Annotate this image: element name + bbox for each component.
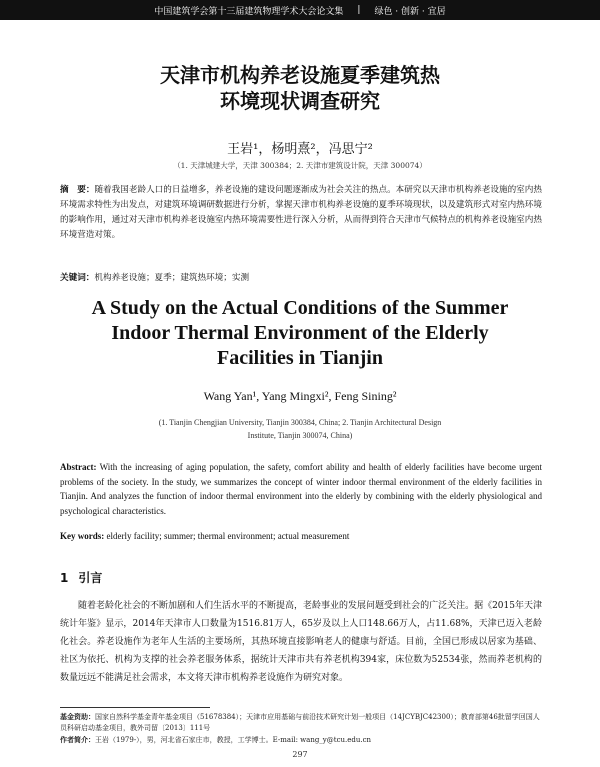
body-paragraph: 随着老龄化社会的不断加剧和人们生活水平的不断提高，老龄事业的发展问题受到社会的广泛关注。据《2015年天津统计年鉴》显示，2014年天津市人口数量为1516.81万人，65岁及以上人口148.66万人，占11.68%，天津已迈入老龄化社会。养老设施作为老年人生活的主要场所，其热环境直接影响老人的健康与舒适。目前，全国已形成以居家为基础、社区为依托、机构为支撑的社会养老服务体系，据统计天津市共有养老机构394家，床位数为52534张，然而养老机构的数量远远不能满足社会需求，本文将天津市机构养老设施作为研究对象。 bbox=[60, 601, 542, 683]
english-keywords-label: Key words: bbox=[60, 531, 105, 541]
chinese-keywords bbox=[60, 271, 542, 283]
footnote-author-label: 作者简介： bbox=[60, 735, 95, 744]
english-abstract-text: With the increasing of aging population, the safety, comfort ability and health of elderly facilities have become urgent problems of the society. In the study, we summarizes the concept of winter indoor thermal environment of the elderly facilities in Tianjin. And analyzes the function of indoor thermal environment into the elderly by combining with the elderly physiological and psychological characteristics. bbox=[60, 462, 542, 516]
english-keywords-text: elderly facility; summer; thermal environment; actual measurement bbox=[106, 531, 350, 541]
chinese-abstract-label: 摘 要： bbox=[60, 185, 95, 195]
section-number: 1 bbox=[60, 571, 69, 585]
page-number: 297 bbox=[292, 750, 308, 759]
chinese-affiliation: （1. 天津城建大学，天津 300384；2. 天津市建筑设计院，天津 300074） bbox=[173, 161, 427, 170]
english-affiliation bbox=[0, 416, 600, 442]
running-header bbox=[0, 0, 600, 20]
running-header-left: 中国建筑学会第十三届建筑物理学术大会论文集 bbox=[154, 6, 344, 17]
english-title-line-1: A Study on the Actual Conditions of the Summer bbox=[91, 297, 509, 319]
footnote-fund bbox=[60, 711, 542, 734]
chinese-abstract bbox=[60, 183, 542, 243]
running-header-separator: | bbox=[357, 5, 361, 15]
footnote-fund-label: 基金资助： bbox=[60, 712, 95, 721]
english-abstract-label: Abstract: bbox=[60, 462, 97, 472]
english-abstract bbox=[60, 460, 542, 518]
footnote-author bbox=[60, 734, 542, 746]
footnotes bbox=[60, 711, 542, 746]
footnote-author-text: 王岩（1979-），男，河北省石家庄市，教授，工学博士。E-mail: wang_y@tcu.edu.cn bbox=[95, 736, 372, 744]
english-authors: Wang Yan¹, Yang Mingxi², Feng Sining² bbox=[203, 389, 397, 403]
english-title bbox=[0, 296, 600, 371]
running-header-right: 绿色 · 创新 · 宜居 bbox=[374, 6, 446, 17]
chinese-title bbox=[0, 62, 600, 114]
chinese-keywords-text: 机构养老设施；夏季；建筑热环境；实测 bbox=[94, 273, 250, 283]
section-title: 引言 bbox=[78, 571, 103, 585]
chinese-abstract-text: 随着我国老龄人口的日益增多，养老设施的建设问题逐渐成为社会关注的热点。本研究以天津市机构养老设施的室内热环境需求特性为出发点，对建筑环境调研数据进行分析，掌握天津市机构养老设施的夏季环境现状，以及建筑形式对室内热环境的影响作用，通过对天津市机构养老设施室内热环境需要性进行深入分析，从而得到符合天津市气候特点的机构养老设施室内热环境营造对策。 bbox=[60, 185, 542, 240]
english-title-line-2: Indoor Thermal Environment of the Elderly bbox=[111, 322, 489, 344]
chinese-title-line-1: 天津市机构养老设施夏季建筑热 bbox=[160, 63, 440, 87]
chinese-title-line-2: 环境现状调查研究 bbox=[220, 89, 380, 113]
chinese-keywords-label: 关键词： bbox=[60, 273, 95, 283]
footnote-fund-text: 国家自然科学基金青年基金项目（51678384）；天津市应用基础与前沿技术研究计划一般项目（14JCYBJC42300）；教育部第46批留学回国人员科研启动基金项目，教外司留〔2013〕111号 bbox=[60, 713, 540, 732]
chinese-authors: 王岩¹，杨明熹²，冯思宁² bbox=[227, 142, 373, 157]
footnote-divider bbox=[60, 707, 210, 708]
english-keywords bbox=[60, 531, 542, 541]
english-title-line-3: Facilities in Tianjin bbox=[217, 347, 383, 369]
section-heading bbox=[60, 569, 102, 586]
english-affiliation-line-1: (1. Tianjin Chengjian University, Tianjin 300384, China; 2. Tianjin Architectural Design bbox=[158, 418, 442, 427]
english-affiliation-line-2: Institute, Tianjin 300074, China) bbox=[247, 431, 353, 440]
